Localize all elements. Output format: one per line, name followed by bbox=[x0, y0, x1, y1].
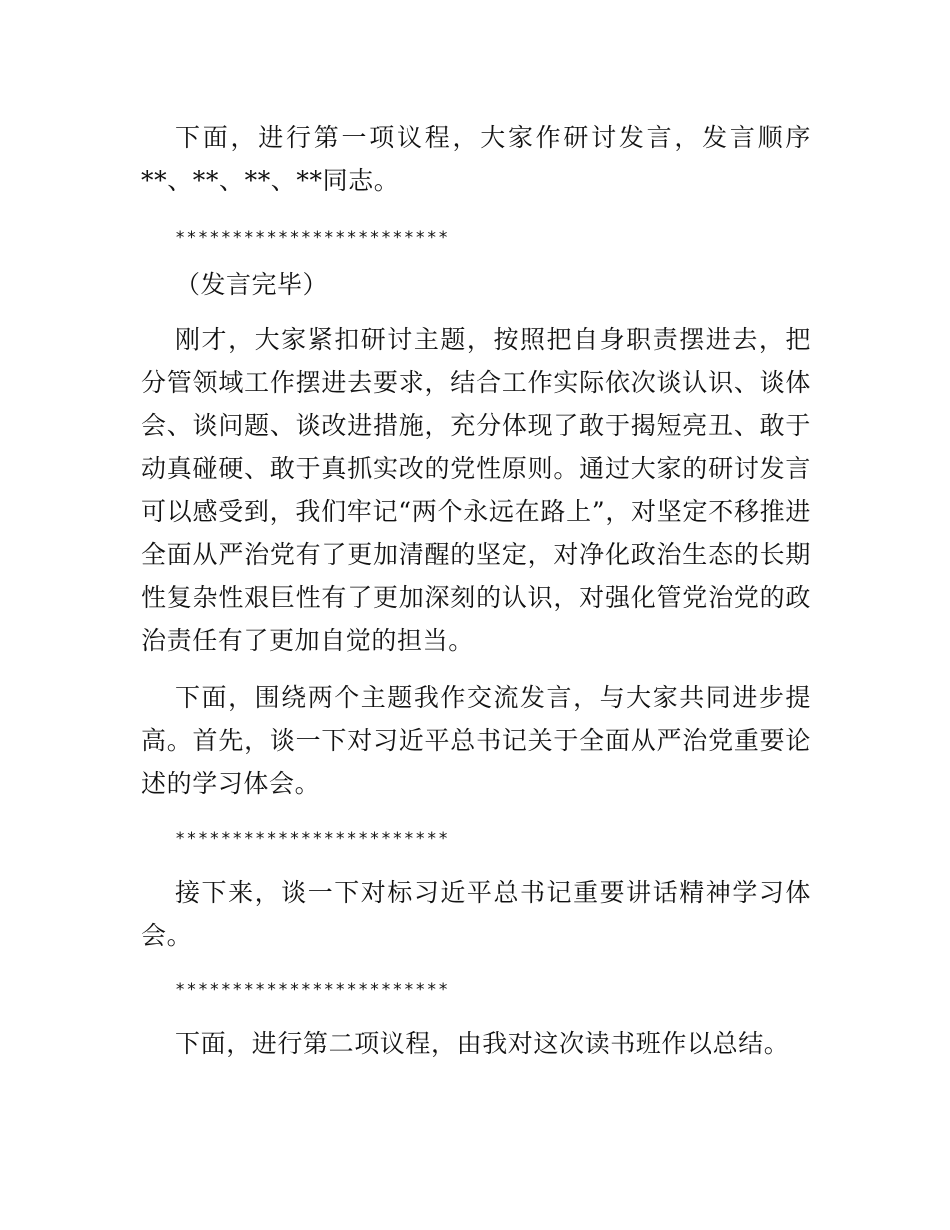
paragraph-exchange-speech: 下面，围绕两个主题我作交流发言，与大家共同进步提高。首先，谈一下对习近平总书记关于全面从严治党重要论述的学习体会。 bbox=[141, 683, 811, 798]
paragraph-summary: 刚才，大家紧扣研讨主题，按照把自身职责摆进去，把分管领域工作摆进去要求，结合工作实际依次谈认识、谈体会、谈问题、谈改进措施，充分体现了敢于揭短亮丑、敢于动真碰硬、敢于真抓实改的党性原则。通过大家的研讨发言可以感受到，我们牢记“两个永远在路上”，对坚定不移推进全面从严治党有了更加清醒的坚定，对净化政治生态的长期性复杂性艰巨性有了更加深刻的认识，对强化管党治党的政治责任有了更加自觉的担当。 bbox=[141, 325, 811, 655]
separator-asterisks: ************************ bbox=[175, 829, 450, 849]
separator-asterisks: ************************ bbox=[175, 228, 450, 248]
paragraph-second-agenda: 下面，进行第二项议程，由我对这次读书班作以总结。 bbox=[175, 1029, 790, 1058]
paragraph-next-topic: 接下来，谈一下对标习近平总书记重要讲话精神学习体会。 bbox=[141, 878, 811, 950]
speech-finished-note: （发言完毕） bbox=[175, 270, 329, 299]
paragraph-first-agenda: 下面，进行第一项议程，大家作研讨发言，发言顺序**、**、**、**同志。 bbox=[141, 123, 811, 195]
separator-asterisks: ************************ bbox=[175, 980, 450, 1000]
